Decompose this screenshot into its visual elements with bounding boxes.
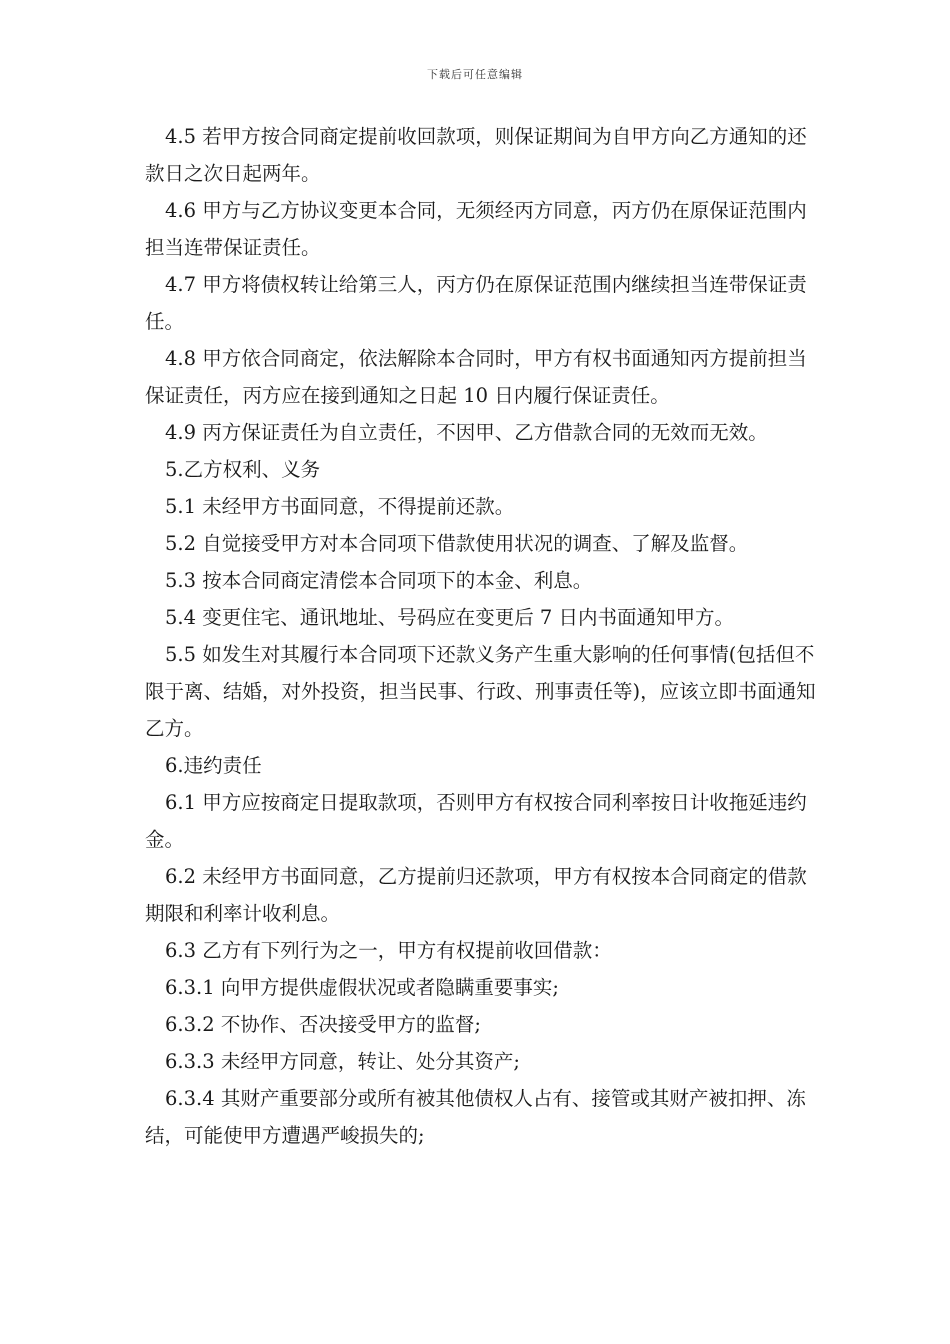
- section-6-heading: 6.违约责任: [165, 754, 262, 777]
- clause-6-3-3: 6.3.3 未经甲方同意，转让、处分其资产;: [165, 1050, 520, 1073]
- clause-5-2: 5.2 自觉接受甲方对本合同项下借款使用状况的调查、了解及监督。: [165, 532, 749, 555]
- clause-5-4: 5.4 变更住宅、通讯地址、号码应在变更后 7 日内书面通知甲方。: [165, 606, 735, 629]
- clause-5-1: 5.1 未经甲方书面同意，不得提前还款。: [165, 495, 515, 518]
- clause-4-6: 4.6 甲方与乙方协议变更本合同，无须经丙方同意，丙方仍在原保证范围内担当连带保证责任。: [145, 199, 807, 259]
- clause-4-9: 4.9 丙方保证责任为自立责任，不因甲、乙方借款合同的无效而无效。: [165, 421, 768, 444]
- clause-6-3-1: 6.3.1 向甲方提供虚假状况或者隐瞒重要事实;: [165, 976, 559, 999]
- clause-6-3-2: 6.3.2 不协作、否决接受甲方的监督;: [165, 1013, 481, 1036]
- document-body: [145, 118, 817, 1154]
- clause-6-2: 6.2 未经甲方书面同意，乙方提前归还款项，甲方有权按本合同商定的借款期限和利率计收利息。: [145, 865, 807, 925]
- clause-4-8: 4.8 甲方依合同商定，依法解除本合同时，甲方有权书面通知丙方提前担当保证责任，丙方应在接到通知之日起 10 日内履行保证责任。: [145, 347, 807, 407]
- page-header: 下载后可任意编辑: [427, 68, 523, 81]
- clause-5-5: 5.5 如发生对其履行本合同项下还款义务产生重大影响的任何事情(包括但不限于离、结婚，对外投资，担当民事、行政、刑事责任等)，应该立即书面通知乙方。: [145, 643, 816, 740]
- clause-6-1: 6.1 甲方应按商定日提取款项，否则甲方有权按合同利率按日计收拖延违约金。: [145, 791, 807, 851]
- clause-4-7: 4.7 甲方将债权转让给第三人，丙方仍在原保证范围内继续担当连带保证责任。: [145, 273, 807, 333]
- section-5-heading: 5.乙方权利、义务: [165, 458, 321, 481]
- clause-6-3: 6.3 乙方有下列行为之一，甲方有权提前收回借款：: [165, 939, 612, 962]
- clause-5-3: 5.3 按本合同商定清偿本合同项下的本金、利息。: [165, 569, 593, 592]
- clause-6-3-4: 6.3.4 其财产重要部分或所有被其他债权人占有、接管或其财产被扣押、冻结，可能使甲方遭遇严峻损失的;: [145, 1087, 806, 1147]
- clause-4-5: 4.5 若甲方按合同商定提前收回款项，则保证期间为自甲方向乙方通知的还款日之次日起两年。: [145, 125, 807, 185]
